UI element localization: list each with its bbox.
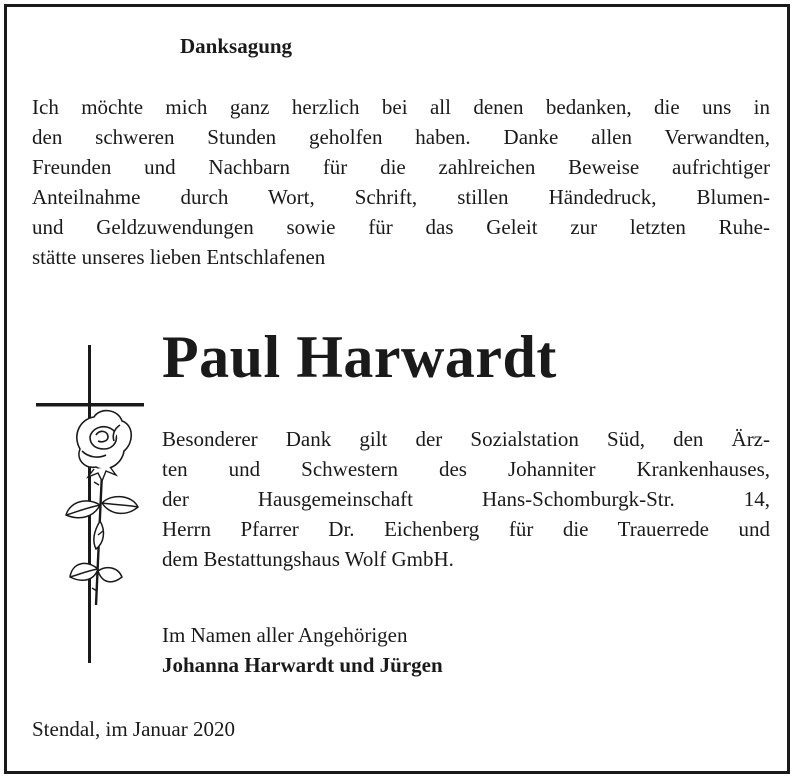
relatives-line: Im Namen aller Angehörigen (162, 623, 408, 647)
intro-line: stätte unseres lieben Entschlafenen (32, 245, 326, 269)
thanks-line: dem Bestattungshaus Wolf GmbH. (162, 547, 454, 571)
intro-line: Ich möchte mich ganz herzlich bei all denen bedanken, die uns in (32, 95, 770, 119)
intro-line: Freunden und Nachbarn für die zahlreichen Beweise aufrichtiger (32, 155, 770, 179)
intro-paragraph (32, 92, 770, 272)
place-date: Stendal, im Januar 2020 (32, 717, 235, 741)
intro-line: den schweren Stunden geholfen haben. Danke allen Verwandten, (32, 125, 770, 149)
thanks-line: ten und Schwestern des Johanniter Krankenhauses, (162, 457, 770, 481)
thanks-line: Herrn Pfarrer Dr. Eichenberg für die Trauerrede und (162, 517, 770, 541)
intro-line: Anteilnahme durch Wort, Schrift, stillen Händedruck, Blumen- (32, 185, 770, 209)
notice-heading: Danksagung (180, 34, 293, 58)
intro-line: und Geldzuwendungen sowie für das Geleit zur letzten Ruhe- (32, 215, 770, 239)
thanks-paragraph (162, 424, 770, 574)
deceased-name: Paul Harwardt (162, 324, 557, 390)
cross-with-rose-icon (36, 345, 146, 665)
signers: Johanna Harwardt und Jürgen (162, 653, 443, 677)
thanks-line: der Hausgemeinschaft Hans-Schomburgk-Str. 14, (162, 487, 770, 511)
thanks-line: Besonderer Dank gilt der Sozialstation Süd, den Ärz- (162, 427, 770, 451)
